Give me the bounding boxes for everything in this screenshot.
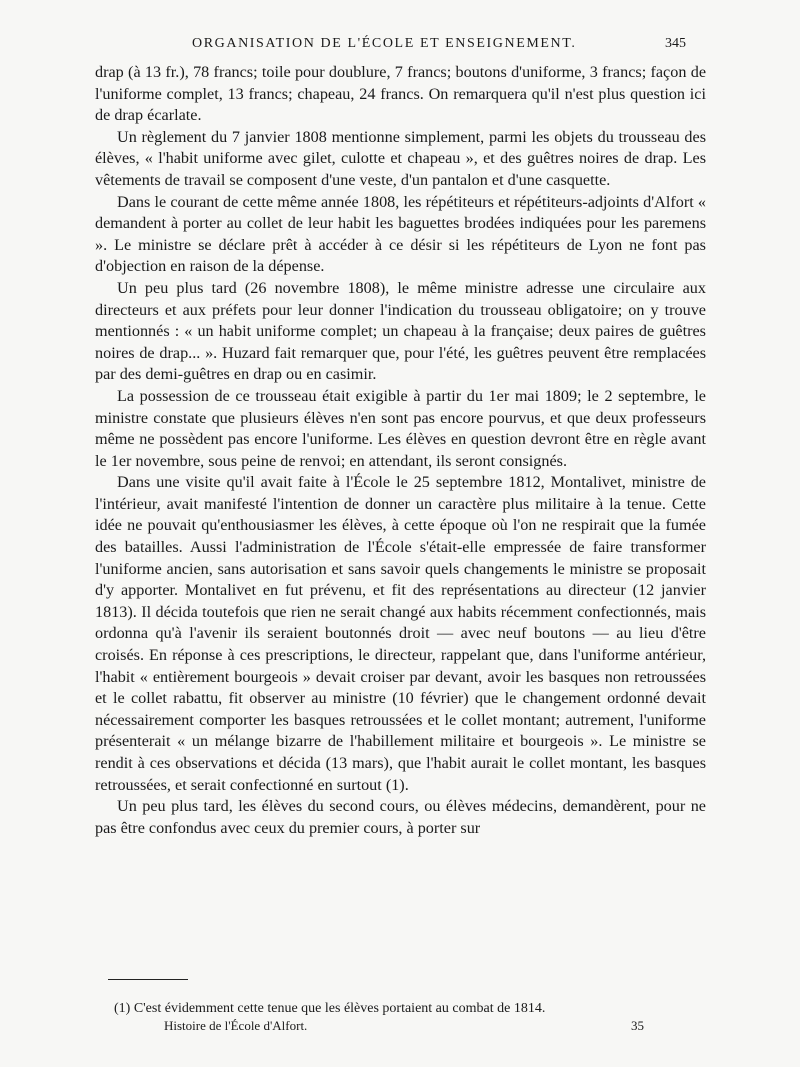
- paragraph-2: Un règlement du 7 janvier 1808 mentionne simplement, parmi les objets du trousseau des élèves, « l'habit uniforme avec gilet, culotte et chapeau », et des guêtres noires de drap. Les vêtements de travail se composent d'une veste, d'un pantalon et d'une casquette.: [95, 127, 706, 189]
- paragraph-1: drap (à 13 fr.), 78 francs; toile pour doublure, 7 francs; boutons d'uniforme, 3 francs; façon de l'uniforme complet, 13 francs; chapeau, 24 francs. On remarquera qu'il n'est plus question ici de drap écarlate.: [95, 63, 706, 125]
- signature-number: 35: [631, 1018, 644, 1033]
- footnote: (1) C'est évidemment cette tenue que les élèves portaient au combat de 1814.: [114, 1001, 546, 1016]
- paragraph-5: La possession de ce trousseau était exigible à partir du 1er mai 1809; le 2 septembre, le ministre constate que plusieurs élèves n'en sont pas encore pourvus, et que deux professeurs même ne possèdent pas encore l'uniforme. Les élèves en question devront être en règle avant le 1er novembre, sous peine de renvoi; en attendant, ils seront consignés.: [95, 386, 706, 470]
- running-head: [92, 36, 698, 58]
- paragraph-6: Dans une visite qu'il avait faite à l'École le 25 septembre 1812, Montalivet, ministre de l'intérieur, avait manifesté l'intention de donner un caractère plus militaire à la tenue. Cette idée ne pouvait qu'enthousiasmer les élèves, à cette époque où l'on ne respirait que la fumée des batailles. Aussi l'administration de l'École s'était-elle empressée de faire transformer l'uniforme ancien, sans autorisation et sans savoir quels changements le ministre se proposait d'y apporter. Montalivet en fut prévenu, et fit des représentations au directeur (12 janvier 1813). Il décida toutefois que rien ne serait changé aux habits récemment confectionnés, mais ordonna qu'à l'avenir ils seraient boutonnés droit — avec neuf boutons — au lieu d'être croisés. En réponse à ces prescriptions, le directeur, rappelant que, dans l'uniforme antérieur, l'habit « entièrement bourgeois » devait croiser par devant, avoir les basques non retroussées et le collet rabattu, fit observer au ministre (10 février) que le changement ordonné devait nécessairement comporter les basques retroussées et le collet montant; autrement, l'uniforme présenterait « un mélange bizarre de l'habillement militaire et bourgeois ». Le ministre se rendit à ces observations et décida (13 mars), que l'habit aurait le collet montant, les basques retroussées, et serait confectionné en surtout (1).: [95, 473, 706, 794]
- signature-line: [164, 1018, 644, 1038]
- signature-label: Histoire de l'École d'Alfort.: [164, 1018, 308, 1033]
- page-number: 345: [665, 36, 686, 51]
- body-text: [95, 62, 706, 839]
- running-title: ORGANISATION DE L'ÉCOLE ET ENSEIGNEMENT.: [192, 36, 577, 51]
- paragraph-4: Un peu plus tard (26 novembre 1808), le même ministre adresse une circulaire aux directeurs et aux préfets pour leur donner l'indication du trousseau obligatoire; on y trouve mentionnés : « un habit uniforme complet; un chapeau à la française; deux paires de guêtres noires de drap... ». Huzard fait remarquer que, pour l'été, les guêtres peuvent être remplacées par des demi-guêtres en drap ou en casimir.: [95, 278, 706, 384]
- footnote-rule: [108, 979, 188, 980]
- paragraph-7: Un peu plus tard, les élèves du second cours, ou élèves médecins, demandèrent, pour ne pas être confondus avec ceux du premier cours, à porter sur: [95, 797, 706, 837]
- paragraph-3: Dans le courant de cette même année 1808, les répétiteurs et répétiteurs-adjoints d'Alfort « demandent à porter au collet de leur habit les baguettes brodées indiquées pour les paremens ». Le ministre se déclare prêt à accéder à ce désir si les répétiteurs de Lyon ne font pas d'objection en raison de la dépense.: [95, 192, 706, 276]
